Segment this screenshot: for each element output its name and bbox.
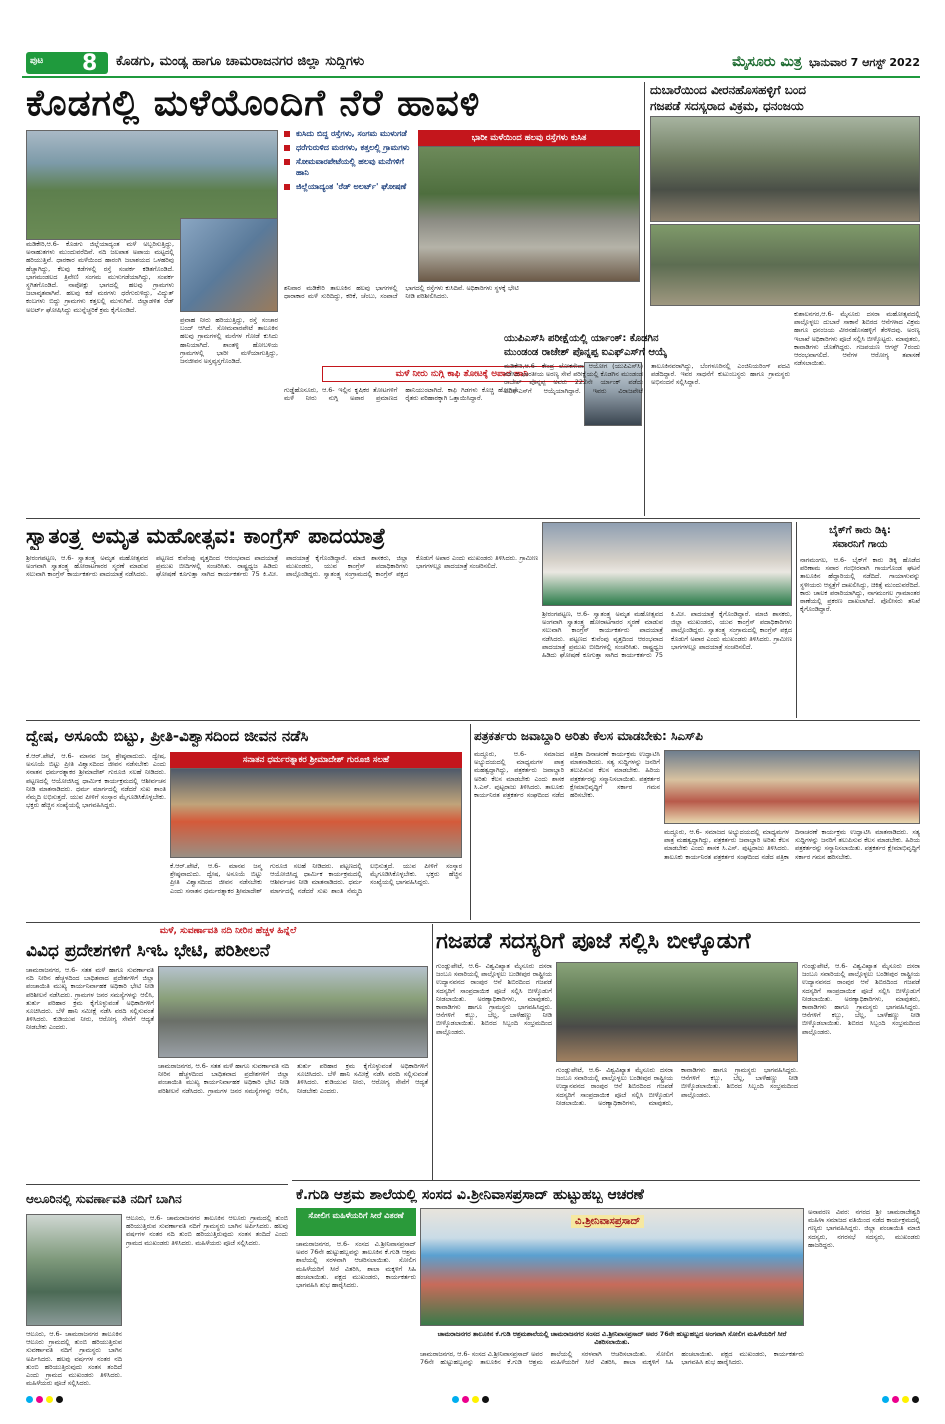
story1-bullet-2: ಧರೆಗುರುಳಿದ ಮರಗಳು, ಕತ್ತಲಲ್ಲಿ ಗ್ರಾಮಗಳು [284, 142, 412, 153]
story10-body: ಚಾಮರಾಜನಗರ, ಆ.6- ಸಂಸದ ವಿ.ಶ್ರೀನಿವಾಸಪ್ರಸಾದ್ ಅವರ 76ನೇ ಹುಟ್ಟುಹಬ್ಬವನ್ನು ತಾಲೂಕಿನ ಕೆ.ಗುಡಿ ಆಶ್ರಮ ಶಾಲೆಯಲ್ಲಿ ಸರಳವಾಗಿ ಆಚರಿಸಲಾಯಿತು. ಸೋಲಿಗ ಮಹಿಳೆಯರಿಗೆ ಸೀರೆ ವಿತರಿಸಿ, ಶಾಲಾ ಮಕ್ಕಳಿಗೆ ಸಿಹಿ ಹಂಚಲಾಯಿತು. ಪಕ್ಷದ ಮುಖಂಡರು, ಕಾರ್ಯಕರ್ತರು ಭಾಗವಹಿಸಿ ಶುಭ ಹಾರೈಸಿದರು. [296, 1240, 416, 1290]
story5-headline-1: ಬೈಕ್‌ಗೆ ಕಾರು ಡಿಕ್ಕಿ: [829, 525, 891, 536]
story3-headline-2: ಮುಂಡಂಡ ರಾಜೇಶ್ ಪೊನ್ನಪ್ಪ ಐಎಫ್‌ಎಸ್‌ಗೆ ಆಯ್ಕೆ [504, 347, 667, 358]
story10-green-label-text: ಸೋಲಿಗ ಮಹಿಳೆಯರಿಗೆ ಸೀರೆ ವಿತರಣೆ [308, 1211, 404, 1220]
story2-photo-elephants [650, 116, 920, 222]
divider-v4 [432, 924, 433, 1180]
story6-photo-event [170, 768, 462, 858]
divider-h3 [26, 922, 920, 923]
story1-body-col3: ಶನಿವಾರ ಮಡಿಕೇರಿ ತಾಲೂಕಿನ ಹಲವು ಭಾಗಗಳಲ್ಲಿ ಧಾರಾಕಾರ ಮಳೆ ಸುರಿದಿದ್ದು, ಕರಿಕೆ, ಚೆಂಬು, ಸಂಪಾಜೆ ಭಾಗದಲ್ಲಿ ರಸ್ತೆಗಳು ಕುಸಿದಿವೆ. ಅಧಿಕಾರಿಗಳು ಸ್ಥಳಕ್ಕೆ ಭೇಟಿ ನೀಡಿ ಪರಿಶೀಲಿಸಿದರು. [284, 284, 519, 301]
story4-headline: ಸ್ವಾತಂತ್ರ್ಯ ಅಮೃತ ಮಹೋತ್ಸವ: ಕಾಂಗ್ರೆಸ್ ಪಾದಯಾತ್ರೆ [26, 524, 386, 548]
story1-bullet-1: ಕುಸಿದು ಬಿದ್ದ ರಸ್ತೆಗಳು, ಸಂಗಮ ಮುಳುಗಡೆ [284, 128, 412, 139]
divider-h1 [26, 518, 920, 519]
black-dot [912, 1396, 919, 1403]
black-dot [56, 1396, 63, 1403]
cyan-dot [452, 1396, 459, 1403]
magenta-dot [36, 1396, 43, 1403]
black-dot [482, 1396, 489, 1403]
divider-v3 [470, 724, 471, 920]
story11-body-bottom: ಆಲೂರು, ಆ.6- ಚಾಮರಾಜನಗರ ತಾಲೂಕಿನ ಆಲೂರು ಗ್ರಾಮದಲ್ಲಿ ತುಂಬಿ ಹರಿಯುತ್ತಿರುವ ಸುವರ್ಣಾವತಿ ನದಿಗೆ ಗ್ರಾಮಸ್ಥರು ಬಾಗಿನ ಅರ್ಪಿಸಿದರು. ಹಲವು ವರ್ಷಗಳ ನಂತರ ನದಿ ತುಂಬಿ ಹರಿಯುತ್ತಿರುವುದು ಸಂತಸ ತಂದಿದೆ ಎಂದು ಗ್ರಾಮದ ಮುಖಂಡರು ತಿಳಿಸಿದರು. ಮಹಿಳೆಯರು ಪೂಜೆ ಸಲ್ಲಿಸಿದರು. [26, 1330, 122, 1388]
page-number: 8 [82, 51, 98, 76]
story11-headline: ಆಲೂರಿನಲ್ಲಿ ಸುವರ್ಣಾವತಿ ನದಿಗೆ ಬಾಗಿನ [26, 1192, 182, 1206]
story6-body-right: ಕೆ.ಆರ್.ಪೇಟೆ, ಆ.6- ಮಾನವ ಜನ್ಮ ಶ್ರೇಷ್ಠವಾದುದು. ದ್ವೇಷ, ಅಸೂಯೆ ಬಿಟ್ಟು ಪ್ರೀತಿ ವಿಶ್ವಾಸದಿಂದ ಜೀವನ ನಡೆಸಬೇಕು ಎಂದು ಸನಾತನ ಧರ್ಮರತ್ನಾಕರ ಶ್ರೀಮಾದೇಶ್ ಗುರೂಜಿ ಸಲಹೆ ನೀಡಿದರು. ಪಟ್ಟಣದಲ್ಲಿ ಆಯೋಜಿಸಿದ್ದ ಧಾರ್ಮಿಕ ಕಾರ್ಯಕ್ರಮದಲ್ಲಿ ಆಶೀರ್ವಚನ ನೀಡಿ ಮಾತನಾಡಿದರು. ಧರ್ಮ ಮಾರ್ಗದಲ್ಲಿ ನಡೆದರೆ ಸುಖ ಶಾಂತಿ ನೆಮ್ಮದಿ ಲಭಿಸುತ್ತದೆ. ಯುವ ಪೀಳಿಗೆ ಸಂಸ್ಕಾರ ಮೈಗೂಡಿಸಿಕೊಳ್ಳಬೇಕು. ಭಕ್ತರು ಹೆಚ್ಚಿನ ಸಂಖ್ಯೆಯಲ್ಲಿ ಭಾಗವಹಿಸಿದ್ದರು. [170, 862, 462, 895]
yellow-dot [46, 1396, 53, 1403]
story10-side-body: ಅನಾವರಣ ವಿವರ: ನಗರದ ಶ್ರೀ ಚಾಮರಾಜೇಶ್ವರಿ ಮಹಿಳಾ ಸಮಾಜದ ವತಿಯಿಂದ ನಡೆದ ಕಾರ್ಯಕ್ರಮದಲ್ಲಿ ಗಣ್ಯರು ಭಾಗವಹಿಸಿದ್ದರು. ಜಿಲ್ಲಾ ಪಂಚಾಯಿತಿ ಮಾಜಿ ಸದಸ್ಯರು, ನಗರಸಭೆ ಸದಸ್ಯರು, ಮುಖಂಡರು ಹಾಜರಿದ್ದರು. [808, 1208, 920, 1249]
story10-green-label [296, 1208, 416, 1236]
story10-photo-caption: ಚಾಮರಾಜನಗರ ತಾಲೂಕಿನ ಕೆ.ಗುಡಿ ಆಶ್ರಮಶಾಲೆಯಲ್ಲಿ ಚಾಮರಾಜನಗರ ಸಂಸದ ವಿ.ಶ್ರೀನಿವಾಸಪ್ರಸಾದ್ ಅವರ 76ನೇ ಹುಟ್ಟುಹಬ್ಬದ ಅಂಗವಾಗಿ ಸೋಲಿಗ ಮಹಿಳೆಯರಿಗೆ ಸೀರೆ ವಿತರಿಸಲಾಯಿತು. [437, 1330, 787, 1347]
story1-body-col1: ಮಡಿಕೇರಿ,ಆ.6- ಕೊಡಗು ಜಿಲ್ಲೆಯಾದ್ಯಂತ ಮಳೆ ಅಬ್ಬರಿಸುತ್ತಿದ್ದು, ಅನಾಹುತಗಳು ಮುಂದುವರೆದಿವೆ. ನದಿ ಜಲಪಾತ ಅಪಾಯ ಮಟ್ಟದಲ್ಲಿ ಹರಿಯುತ್ತಿವೆ. ಧಾರಕಾರ ಮಳೆಯಿಂದ ಹಾರಂಗಿ ಜಲಾಶಯದ ಒಳಹರಿವು ಹೆಚ್ಚಾಗಿದ್ದು, ಕೆಲವು ಕಡೆಗಳಲ್ಲಿ ರಸ್ತೆ ಸಂಪರ್ಕ ಕಡಿತಗೊಂಡಿದೆ. ಭಾಗಮಂಡಲದ ತ್ರಿವೇಣಿ ಸಂಗಮ ಮುಳುಗಡೆಯಾಗಿದ್ದು, ಸಂಪರ್ಕ ಸ್ಥಗಿತಗೊಂಡಿದೆ. ನಾಪೋಕ್ಲು ಭಾಗದಲ್ಲಿ ಹಲವು ಗ್ರಾಮಗಳು ಜಲಾವೃತವಾಗಿವೆ. ಹಲವು ಕಡೆ ಮರಗಳು ಧರೆಗುರುಳಿದ್ದು, ವಿದ್ಯುತ್ ಕಂಬಗಳು ಬಿದ್ದು ಗ್ರಾಮಗಳು ಕತ್ತಲಲ್ಲಿ ಮುಳುಗಿವೆ. ಜಿಲ್ಲಾಡಳಿತ ರೆಡ್ ಅಲರ್ಟ್ ಘೋಷಿಸಿದ್ದು ಮುನ್ನೆಚ್ಚರಿಕೆ ಕ್ರಮ ಕೈಗೊಂಡಿದೆ. [26, 240, 174, 314]
issue-date: ಭಾನುವಾರ 7 ಆಗಸ್ಟ್ 2022 [809, 56, 920, 69]
story10-headline: ಕೆ.ಗುಡಿ ಆಶ್ರಮ ಶಾಲೆಯಲ್ಲಿ ಸಂಸದ ವಿ.ಶ್ರೀನಿವಾಸಪ್ರಸಾದ್ ಹುಟ್ಟುಹಬ್ಬ ಆಚರಣೆ [296, 1187, 644, 1203]
story5-headline-2: ಸವಾರನಿಗೆ ಗಾಯ [832, 539, 888, 550]
newspaper-page [22, 48, 920, 1388]
story11-photo-river [26, 1214, 122, 1326]
story3-box [502, 330, 790, 516]
story9-body-mid: ಗುಂಡ್ಲುಪೇಟೆ, ಆ.6- ವಿಶ್ವವಿಖ್ಯಾತ ಮೈಸೂರು ದಸರಾ ಜಂಬೂ ಸವಾರಿಯಲ್ಲಿ ಪಾಲ್ಗೊಳ್ಳಲು ಬಂಡೀಪುರ ರಾಷ್ಟ್ರೀಯ ಉದ್ಯಾನವನದ ರಾಂಪುರ ಆನೆ ಶಿಬಿರದಿಂದ ಗಜಪಡೆ ಸದಸ್ಯರಿಗೆ ಸಾಂಪ್ರದಾಯಿಕ ಪೂಜೆ ಸಲ್ಲಿಸಿ ಬೀಳ್ಕೊಡುಗೆ ನೀಡಲಾಯಿತು. ಅರಣ್ಯಾಧಿಕಾರಿಗಳು, ಮಾವುತರು, ಕಾವಾಡಿಗಳು ಹಾಗೂ ಗ್ರಾಮಸ್ಥರು ಭಾಗವಹಿಸಿದ್ದರು. ಆನೆಗಳಿಗೆ ಕಬ್ಬು, ಬೆಲ್ಲ, ಬಾಳೆಹಣ್ಣು ನೀಡಿ ಬೀಳ್ಕೊಡಲಾಯಿತು. ಶಿಬಿರದ ಸಿಬ್ಬಂದಿ ಸಂಭ್ರಮದಿಂದ ಪಾಲ್ಗೊಂಡರು. [556, 1066, 798, 1107]
magenta-dot [462, 1396, 469, 1403]
story1-bullet-3: ಸೋಮವಾರಪೇಟೆಯಲ್ಲಿ ಹಲವು ಮನೆಗಳಿಗೆ ಹಾನಿ [284, 156, 412, 178]
section-title: ಕೊಡಗು, ಮಂಡ್ಯ ಹಾಗೂ ಚಾಮರಾಜನಗರ ಜಿಲ್ಲಾ ಸುದ್ದಿಗಳು [116, 54, 365, 69]
story8-body-left: ಚಾಮರಾಜನಗರ, ಆ.6- ಸತತ ಮಳೆ ಹಾಗೂ ಸುವರ್ಣಾವತಿ ನದಿ ನೀರಿನ ಹೆಚ್ಚಳದಿಂದ ಬಾಧಿತವಾದ ಪ್ರದೇಶಗಳಿಗೆ ಜಿಲ್ಲಾ ಪಂಚಾಯಿತಿ ಮುಖ್ಯ ಕಾರ್ಯನಿರ್ವಾಹಕ ಅಧಿಕಾರಿ ಭೇಟಿ ನೀಡಿ ಪರಿಶೀಲನೆ ನಡೆಸಿದರು. ಗ್ರಾಮಗಳ ಜನರ ಸಮಸ್ಯೆಗಳನ್ನು ಆಲಿಸಿ, ತುರ್ತು ಪರಿಹಾರ ಕ್ರಮ ಕೈಗೊಳ್ಳುವಂತೆ ಅಧಿಕಾರಿಗಳಿಗೆ ಸೂಚಿಸಿದರು. ಬೆಳೆ ಹಾನಿ ಸಮೀಕ್ಷೆ ನಡೆಸಿ ವರದಿ ಸಲ್ಲಿಸುವಂತೆ ತಿಳಿಸಿದರು. ಕುಡಿಯುವ ನೀರು, ಆರೋಗ್ಯ ಸೇವೆಗೆ ಆದ್ಯತೆ ನೀಡಬೇಕು ಎಂದರು. [26, 966, 154, 1032]
story4-body: ಶ್ರೀರಂಗಪಟ್ಟಣ, ಆ.6- ಸ್ವಾತಂತ್ರ್ಯ ಅಮೃತ ಮಹೋತ್ಸವದ ಅಂಗವಾಗಿ ಸ್ವಾತಂತ್ರ್ಯ ಹೋರಾಟಗಾರರ ಸ್ಮರಣೆ ಮಾಡುವ ಸಲುವಾಗಿ ಕಾಂಗ್ರೆಸ್ ಕಾರ್ಯಕರ್ತರು ಪಾದಯಾತ್ರೆ ನಡೆಸಿದರು. ಪಟ್ಟಣದ ಕುವೆಂಪು ವೃತ್ತದಿಂದ ಆರಂಭವಾದ ಪಾದಯಾತ್ರೆ ಪ್ರಮುಖ ಬೀದಿಗಳಲ್ಲಿ ಸಂಚರಿಸಿತು. ರಾಷ್ಟ್ರಧ್ವಜ ಹಿಡಿದು ಘೋಷಣೆ ಕೂಗುತ್ತಾ ಸಾಗಿದ ಕಾರ್ಯಕರ್ತರು 75 ಕಿ.ಮೀ. ಪಾದಯಾತ್ರೆ ಕೈಗೊಂಡಿದ್ದಾರೆ. ಮಾಜಿ ಶಾಸಕರು, ಜಿಲ್ಲಾ ಮುಖಂಡರು, ಯುವ ಕಾಂಗ್ರೆಸ್ ಪದಾಧಿಕಾರಿಗಳು ಪಾಲ್ಗೊಂಡಿದ್ದರು. ಸ್ವಾತಂತ್ರ್ಯ ಸಂಗ್ರಾಮದಲ್ಲಿ ಕಾಂಗ್ರೆಸ್ ಪಕ್ಷದ ಕೊಡುಗೆ ಅಪಾರ ಎಂದು ಮುಖಂಡರು ತಿಳಿಸಿದರು. ಗ್ರಾಮೀಣ ಭಾಗಗಳಲ್ಲೂ ಪಾದಯಾತ್ರೆ ಸಂಚರಿಸಲಿದೆ. [26, 554, 538, 579]
story5-body: ನಾಗಮಂಗಲ, ಆ.6- ಬೈಕ್‌ಗೆ ಕಾರು ಡಿಕ್ಕಿ ಹೊಡೆದ ಪರಿಣಾಮ ಸವಾರ ಗಂಭೀರವಾಗಿ ಗಾಯಗೊಂಡ ಘಟನೆ ತಾಲೂಕಿನ ಹೆದ್ದಾರಿಯಲ್ಲಿ ನಡೆದಿದೆ. ಗಾಯಾಳುವನ್ನು ಸ್ಥಳೀಯರು ಆಸ್ಪತ್ರೆಗೆ ದಾಖಲಿಸಿದ್ದು, ಚಿಕಿತ್ಸೆ ಮುಂದುವರೆದಿದೆ. ಕಾರು ಚಾಲಕ ಪರಾರಿಯಾಗಿದ್ದು, ನಾಗಮಂಗಲ ಗ್ರಾಮಾಂತರ ಠಾಣೆಯಲ್ಲಿ ಪ್ರಕರಣ ದಾಖಲಾಗಿದೆ. ಪೊಲೀಸರು ತನಿಖೆ ಕೈಗೊಂಡಿದ್ದಾರೆ. [800, 556, 920, 614]
story1-bullet-list [284, 128, 412, 278]
story1-bullet-4: ಜಿಲ್ಲೆಯಾದ್ಯಂತ 'ರೆಡ್ ಅಲರ್ಟ್' ಘೋಷಣೆ [284, 181, 412, 192]
story2-body: ಕುಶಾಲನಗರ,ಆ.6- ಮೈಸೂರು ದಸರಾ ಮಹೋತ್ಸವದಲ್ಲಿ ಪಾಲ್ಗೊಳ್ಳಲು ದುಬಾರೆ ಸಾಕಾನೆ ಶಿಬಿರದ ಆನೆಗಳಾದ ವಿಕ್ರಮ ಹಾಗೂ ಧನಂಜಯ ವೀರನಹೊಸಹಳ್ಳಿಗೆ ತೆರಳಿದವು. ಅರಣ್ಯ ಇಲಾಖೆ ಅಧಿಕಾರಿಗಳು ಪೂಜೆ ಸಲ್ಲಿಸಿ ಬೀಳ್ಕೊಟ್ಟರು. ಮಾವುತರು, ಕಾವಾಡಿಗಳು ಜೊತೆಗಿದ್ದರು. ಗಜಪಯಣ ಆಗಸ್ಟ್ 7ರಂದು ಆರಂಭವಾಗಲಿದೆ. ಆನೆಗಳ ಆರೋಗ್ಯ ತಪಾಸಣೆ ನಡೆಸಲಾಯಿತು. [794, 310, 920, 368]
story9-photo-elephants [556, 962, 798, 1062]
magenta-dot [892, 1396, 899, 1403]
divider-h4 [292, 1180, 920, 1181]
story2-headline-2: ಗಜಪಡೆ ಸದಸ್ಯರಾದ ವಿಕ್ರಮ, ಧನಂಜಯ [650, 99, 804, 113]
story1-subhead: ಮಳೆ ನೀರು ನುಗ್ಗಿ ಕಾಫಿ ತೋಟಕ್ಕೆ ಅಪಾರ ಹಾನಿ [322, 366, 602, 382]
cyan-dot [882, 1396, 889, 1403]
story7-body-right: ಮದ್ದೂರು, ಆ.6- ಸಮಾಜದ ಅಭ್ಯುದಯದಲ್ಲಿ ಮಾಧ್ಯಮಗಳ ಪಾತ್ರ ಮಹತ್ವದ್ದಾಗಿದ್ದು, ಪತ್ರಕರ್ತರು ಜವಾಬ್ದಾರಿ ಅರಿತು ಕೆಲಸ ಮಾಡಬೇಕು ಎಂದು ಶಾಸಕ ಸಿ.ಎಸ್. ಪುಟ್ಟರಾಜು ತಿಳಿಸಿದರು. ತಾಲೂಕು ಕಾರ್ಯನಿರತ ಪತ್ರಕರ್ತರ ಸಂಘದಿಂದ ನಡೆದ ಪತ್ರಿಕಾ ದಿನಾಚರಣೆ ಕಾರ್ಯಕ್ರಮ ಉದ್ಘಾಟಿಸಿ ಮಾತನಾಡಿದರು. ಸತ್ಯ ಸುದ್ದಿಗಳನ್ನು ಜನರಿಗೆ ತಲುಪಿಸುವ ಕೆಲಸ ಮಾಡಬೇಕು. ಹಿರಿಯ ಪತ್ರಕರ್ತರನ್ನು ಸನ್ಮಾನಿಸಲಾಯಿತು. ಪತ್ರಕರ್ತರ ಕ್ಷೇಮಾಭಿವೃದ್ಧಿಗೆ ಸರ್ಕಾರ ಗಮನ ಹರಿಸಬೇಕು. [664, 828, 920, 861]
divider-v2 [796, 522, 797, 718]
story1-headline: ಕೊಡಗಲ್ಲಿ ಮಳೆಯೊಂದಿಗೆ ನೆರೆ ಹಾವಳಿ [26, 83, 481, 124]
story3-headline-1: ಯುಪಿಎಸ್‌ಸಿ ಪರೀಕ್ಷೆಯಲ್ಲಿ ರ್ಯಾಂಕ್: ಕೊಡಗಿನ [504, 333, 659, 344]
page-header [22, 48, 920, 78]
yellow-dot [902, 1396, 909, 1403]
story1-photo-house [180, 218, 278, 312]
story7-photo-felicitation [664, 750, 920, 824]
masthead: ಮೈಸೂರು ಮಿತ್ರ [732, 54, 802, 70]
masthead-rule [22, 76, 920, 78]
registration-marks-right [882, 1396, 919, 1403]
divider-h5 [26, 1184, 288, 1185]
story2-photo-group [650, 224, 920, 306]
story1-body-col4: ಗುಡ್ಡೆಹೊಸೂರು, ಆ.6- ಇಲ್ಲಿನ ಕೃಷಿಕರ ತೋಟಗಳಿಗೆ ಮಳೆ ನೀರು ನುಗ್ಗಿ ಅಪಾರ ಪ್ರಮಾಣದ ಹಾನಿಯುಂಟಾಗಿದೆ. ಕಾಫಿ ಗಿಡಗಳು ಕೊಚ್ಚಿ ಹೋಗಿವೆ. ರೈತರು ಪರಿಹಾರಕ್ಕಾಗಿ ಒತ್ತಾಯಿಸಿದ್ದಾರೆ. [284, 386, 519, 403]
story4-body-right: ಶ್ರೀರಂಗಪಟ್ಟಣ, ಆ.6- ಸ್ವಾತಂತ್ರ್ಯ ಅಮೃತ ಮಹೋತ್ಸವದ ಅಂಗವಾಗಿ ಸ್ವಾತಂತ್ರ್ಯ ಹೋರಾಟಗಾರರ ಸ್ಮರಣೆ ಮಾಡುವ ಸಲುವಾಗಿ ಕಾಂಗ್ರೆಸ್ ಕಾರ್ಯಕರ್ತರು ಪಾದಯಾತ್ರೆ ನಡೆಸಿದರು. ಪಟ್ಟಣದ ಕುವೆಂಪು ವೃತ್ತದಿಂದ ಆರಂಭವಾದ ಪಾದಯಾತ್ರೆ ಪ್ರಮುಖ ಬೀದಿಗಳಲ್ಲಿ ಸಂಚರಿಸಿತು. ರಾಷ್ಟ್ರಧ್ವಜ ಹಿಡಿದು ಘೋಷಣೆ ಕೂಗುತ್ತಾ ಸಾಗಿದ ಕಾರ್ಯಕರ್ತರು 75 ಕಿ.ಮೀ. ಪಾದಯಾತ್ರೆ ಕೈಗೊಂಡಿದ್ದಾರೆ. ಮಾಜಿ ಶಾಸಕರು, ಜಿಲ್ಲಾ ಮುಖಂಡರು, ಯುವ ಕಾಂಗ್ರೆಸ್ ಪದಾಧಿಕಾರಿಗಳು ಪಾಲ್ಗೊಂಡಿದ್ದರು. ಸ್ವಾತಂತ್ರ್ಯ ಸಂಗ್ರಾಮದಲ್ಲಿ ಕಾಂಗ್ರೆಸ್ ಪಕ್ಷದ ಕೊಡುಗೆ ಅಪಾರ ಎಂದು ಮುಖಂಡರು ತಿಳಿಸಿದರು. ಗ್ರಾಮೀಣ ಭಾಗಗಳಲ್ಲೂ ಪಾದಯಾತ್ರೆ ಸಂಚರಿಸಲಿದೆ. [542, 610, 792, 660]
page-label: ಪುಟ [30, 56, 44, 66]
story2-headline-1: ದುಬಾರೆಯಿಂದ ವೀರನಹೊಸಹಳ್ಳಿಗೆ ಬಂದ [650, 83, 806, 97]
story9-body-left: ಗುಂಡ್ಲುಪೇಟೆ, ಆ.6- ವಿಶ್ವವಿಖ್ಯಾತ ಮೈಸೂರು ದಸರಾ ಜಂಬೂ ಸವಾರಿಯಲ್ಲಿ ಪಾಲ್ಗೊಳ್ಳಲು ಬಂಡೀಪುರ ರಾಷ್ಟ್ರೀಯ ಉದ್ಯಾನವನದ ರಾಂಪುರ ಆನೆ ಶಿಬಿರದಿಂದ ಗಜಪಡೆ ಸದಸ್ಯರಿಗೆ ಸಾಂಪ್ರದಾಯಿಕ ಪೂಜೆ ಸಲ್ಲಿಸಿ ಬೀಳ್ಕೊಡುಗೆ ನೀಡಲಾಯಿತು. ಅರಣ್ಯಾಧಿಕಾರಿಗಳು, ಮಾವುತರು, ಕಾವಾಡಿಗಳು ಹಾಗೂ ಗ್ರಾಮಸ್ಥರು ಭಾಗವಹಿಸಿದ್ದರು. ಆನೆಗಳಿಗೆ ಕಬ್ಬು, ಬೆಲ್ಲ, ಬಾಳೆಹಣ್ಣು ನೀಡಿ ಬೀಳ್ಕೊಡಲಾಯಿತು. ಶಿಬಿರದ ಸಿಬ್ಬಂದಿ ಸಂಭ್ರಮದಿಂದ ಪಾಲ್ಗೊಂಡರು. [436, 962, 552, 1036]
divider-h2 [26, 720, 920, 721]
story4-photo-rally [542, 522, 792, 606]
registration-marks-center [452, 1396, 489, 1403]
story9-headline: ಗಜಪಡೆ ಸದಸ್ಯರಿಗೆ ಪೂಜೆ ಸಲ್ಲಿಸಿ ಬೀಳ್ಕೊಡುಗೆ [436, 929, 751, 954]
story10-banner-text: ವಿ.ಶ್ರೀನಿವಾಸಪ್ರಸಾದ್ [571, 1215, 644, 1228]
story7-headline: ಪತ್ರಕರ್ತರು ಜವಾಬ್ದಾರಿ ಅರಿತು ಕೆಲಸ ಮಾಡಬೇಕು: ಸಿಎಸ್‌ಪಿ [474, 729, 703, 743]
story10-body-bottom: ಚಾಮರಾಜನಗರ, ಆ.6- ಸಂಸದ ವಿ.ಶ್ರೀನಿವಾಸಪ್ರಸಾದ್ ಅವರ 76ನೇ ಹುಟ್ಟುಹಬ್ಬವನ್ನು ತಾಲೂಕಿನ ಕೆ.ಗುಡಿ ಆಶ್ರಮ ಶಾಲೆಯಲ್ಲಿ ಸರಳವಾಗಿ ಆಚರಿಸಲಾಯಿತು. ಸೋಲಿಗ ಮಹಿಳೆಯರಿಗೆ ಸೀರೆ ವಿತರಿಸಿ, ಶಾಲಾ ಮಕ್ಕಳಿಗೆ ಸಿಹಿ ಹಂಚಲಾಯಿತು. ಪಕ್ಷದ ಮುಖಂಡರು, ಕಾರ್ಯಕರ್ತರು ಭಾಗವಹಿಸಿ ಶುಭ ಹಾರೈಸಿದರು. [420, 1350, 804, 1367]
story6-photo-caption: ಸನಾತನ ಧರ್ಮರತ್ನಾಕರ ಶ್ರೀಮಾದೇಶ್ ಗುರೂಜಿ ಸಲಹೆ [170, 752, 462, 768]
story10-photo-event [420, 1208, 804, 1326]
story9-body-right: ಗುಂಡ್ಲುಪೇಟೆ, ಆ.6- ವಿಶ್ವವಿಖ್ಯಾತ ಮೈಸೂರು ದಸರಾ ಜಂಬೂ ಸವಾರಿಯಲ್ಲಿ ಪಾಲ್ಗೊಳ್ಳಲು ಬಂಡೀಪುರ ರಾಷ್ಟ್ರೀಯ ಉದ್ಯಾನವನದ ರಾಂಪುರ ಆನೆ ಶಿಬಿರದಿಂದ ಗಜಪಡೆ ಸದಸ್ಯರಿಗೆ ಸಾಂಪ್ರದಾಯಿಕ ಪೂಜೆ ಸಲ್ಲಿಸಿ ಬೀಳ್ಕೊಡುಗೆ ನೀಡಲಾಯಿತು. ಅರಣ್ಯಾಧಿಕಾರಿಗಳು, ಮಾವುತರು, ಕಾವಾಡಿಗಳು ಹಾಗೂ ಗ್ರಾಮಸ್ಥರು ಭಾಗವಹಿಸಿದ್ದರು. ಆನೆಗಳಿಗೆ ಕಬ್ಬು, ಬೆಲ್ಲ, ಬಾಳೆಹಣ್ಣು ನೀಡಿ ಬೀಳ್ಕೊಡಲಾಯಿತು. ಶಿಬಿರದ ಸಿಬ್ಬಂದಿ ಸಂಭ್ರಮದಿಂದ ಪಾಲ್ಗೊಂಡರು. [802, 962, 920, 1036]
story8-kicker: ಮಳೆ, ಸುವರ್ಣಾವತಿ ನದಿ ನೀರಿನ ಹೆಚ್ಚಳ ಹಿನ್ನೆಲೆ [159, 926, 297, 936]
story8-photo-visit [158, 966, 428, 1058]
story1-photo-road [418, 146, 640, 282]
yellow-dot [472, 1396, 479, 1403]
cyan-dot [26, 1396, 33, 1403]
story7-body-left: ಮದ್ದೂರು, ಆ.6- ಸಮಾಜದ ಅಭ್ಯುದಯದಲ್ಲಿ ಮಾಧ್ಯಮಗಳ ಪಾತ್ರ ಮಹತ್ವದ್ದಾಗಿದ್ದು, ಪತ್ರಕರ್ತರು ಜವಾಬ್ದಾರಿ ಅರಿತು ಕೆಲಸ ಮಾಡಬೇಕು ಎಂದು ಶಾಸಕ ಸಿ.ಎಸ್. ಪುಟ್ಟರಾಜು ತಿಳಿಸಿದರು. ತಾಲೂಕು ಕಾರ್ಯನಿರತ ಪತ್ರಕರ್ತರ ಸಂಘದಿಂದ ನಡೆದ ಪತ್ರಿಕಾ ದಿನಾಚರಣೆ ಕಾರ್ಯಕ್ರಮ ಉದ್ಘಾಟಿಸಿ ಮಾತನಾಡಿದರು. ಸತ್ಯ ಸುದ್ದಿಗಳನ್ನು ಜನರಿಗೆ ತಲುಪಿಸುವ ಕೆಲಸ ಮಾಡಬೇಕು. ಹಿರಿಯ ಪತ್ರಕರ್ತರನ್ನು ಸನ್ಮಾನಿಸಲಾಯಿತು. ಪತ್ರಕರ್ತರ ಕ್ಷೇಮಾಭಿವೃದ್ಧಿಗೆ ಸರ್ಕಾರ ಗಮನ ಹರಿಸಬೇಕು. [474, 750, 660, 800]
registration-marks-left [26, 1396, 63, 1403]
story1-photo-caption: ಭಾರೀ ಮಳೆಯಿಂದ ಹಲವು ರಸ್ತೆಗಳು ಕುಸಿತ [418, 130, 640, 146]
story6-headline: ದ್ವೇಷ, ಅಸೂಯೆ ಬಿಟ್ಟು, ಪ್ರೀತಿ-ವಿಶ್ವಾಸದಿಂದ ಜೀವನ ನಡೆಸಿ [26, 727, 309, 745]
story8-body-right: ಚಾಮರಾಜನಗರ, ಆ.6- ಸತತ ಮಳೆ ಹಾಗೂ ಸುವರ್ಣಾವತಿ ನದಿ ನೀರಿನ ಹೆಚ್ಚಳದಿಂದ ಬಾಧಿತವಾದ ಪ್ರದೇಶಗಳಿಗೆ ಜಿಲ್ಲಾ ಪಂಚಾಯಿತಿ ಮುಖ್ಯ ಕಾರ್ಯನಿರ್ವಾಹಕ ಅಧಿಕಾರಿ ಭೇಟಿ ನೀಡಿ ಪರಿಶೀಲನೆ ನಡೆಸಿದರು. ಗ್ರಾಮಗಳ ಜನರ ಸಮಸ್ಯೆಗಳನ್ನು ಆಲಿಸಿ, ತುರ್ತು ಪರಿಹಾರ ಕ್ರಮ ಕೈಗೊಳ್ಳುವಂತೆ ಅಧಿಕಾರಿಗಳಿಗೆ ಸೂಚಿಸಿದರು. ಬೆಳೆ ಹಾನಿ ಸಮೀಕ್ಷೆ ನಡೆಸಿ ವರದಿ ಸಲ್ಲಿಸುವಂತೆ ತಿಳಿಸಿದರು. ಕುಡಿಯುವ ನೀರು, ಆರೋಗ್ಯ ಸೇವೆಗೆ ಆದ್ಯತೆ ನೀಡಬೇಕು ಎಂದರು. [158, 1062, 428, 1095]
story3-body: ಮಡಿಕೇರಿ,ಆ.6- ಕೇಂದ್ರ ಲೋಕಸೇವಾ ಆಯೋಗ (ಯುಪಿಎಸ್‌ಸಿ) ನಡೆಸಿದ ಭಾರತೀಯ ಅರಣ್ಯ ಸೇವೆ ಪರೀಕ್ಷೆಯಲ್ಲಿ ಕೊಡಗಿನ ಮುಂಡಂಡ ರಾಜೇಶ್ ಪೊನ್ನಪ್ಪ ಅವರು 222ನೇ ರ್ಯಾಂಕ್ ಪಡೆದು ಐಎಫ್‌ಎಸ್‌ಗೆ ಆಯ್ಕೆಯಾಗಿದ್ದಾರೆ. ಇವರು ವಿರಾಜಪೇಟೆ ತಾಲೂಕಿನವರಾಗಿದ್ದು, ಬೆಂಗಳೂರಿನಲ್ಲಿ ಎಂಜಿನಿಯರಿಂಗ್ ಪದವಿ ಪಡೆದಿದ್ದಾರೆ. ಇವರ ಸಾಧನೆಗೆ ಕುಟುಂಬಸ್ಥರು ಹಾಗೂ ಗ್ರಾಮಸ್ಥರು ಅಭಿನಂದನೆ ಸಲ್ಲಿಸಿದ್ದಾರೆ. [504, 362, 790, 395]
story11-body: ಆಲೂರು, ಆ.6- ಚಾಮರಾಜನಗರ ತಾಲೂಕಿನ ಆಲೂರು ಗ್ರಾಮದಲ್ಲಿ ತುಂಬಿ ಹರಿಯುತ್ತಿರುವ ಸುವರ್ಣಾವತಿ ನದಿಗೆ ಗ್ರಾಮಸ್ಥರು ಬಾಗಿನ ಅರ್ಪಿಸಿದರು. ಹಲವು ವರ್ಷಗಳ ನಂತರ ನದಿ ತುಂಬಿ ಹರಿಯುತ್ತಿರುವುದು ಸಂತಸ ತಂದಿದೆ ಎಂದು ಗ್ರಾಮದ ಮುಖಂಡರು ತಿಳಿಸಿದರು. ಮಹಿಳೆಯರು ಪೂಜೆ ಸಲ್ಲಿಸಿದರು. [126, 1214, 288, 1247]
story1-body-col2: ಪ್ರವಾಹ ನೀರು ಹರಿಯುತ್ತಿದ್ದು, ರಸ್ತೆ ಸಂಚಾರ ಬಂದ್ ಆಗಿದೆ. ಸೋಮವಾರಪೇಟೆ ತಾಲೂಕಿನ ಹಲವು ಗ್ರಾಮಗಳಲ್ಲಿ ಮನೆಗಳ ಗೋಡೆ ಕುಸಿದು ಹಾನಿಯಾಗಿದೆ. ಶಾಂತಳ್ಳಿ ಹೋಬಳಿಯ ಗ್ರಾಮಗಳಲ್ಲಿ ಭಾರೀ ಮಳೆಯಾಗುತ್ತಿದ್ದು, ಜನಜೀವನ ಅಸ್ತವ್ಯಸ್ತಗೊಂಡಿದೆ. [180, 316, 278, 366]
story6-body-left: ಕೆ.ಆರ್.ಪೇಟೆ, ಆ.6- ಮಾನವ ಜನ್ಮ ಶ್ರೇಷ್ಠವಾದುದು. ದ್ವೇಷ, ಅಸೂಯೆ ಬಿಟ್ಟು ಪ್ರೀತಿ ವಿಶ್ವಾಸದಿಂದ ಜೀವನ ನಡೆಸಬೇಕು ಎಂದು ಸನಾತನ ಧರ್ಮರತ್ನಾಕರ ಶ್ರೀಮಾದೇಶ್ ಗುರೂಜಿ ಸಲಹೆ ನೀಡಿದರು. ಪಟ್ಟಣದಲ್ಲಿ ಆಯೋಜಿಸಿದ್ದ ಧಾರ್ಮಿಕ ಕಾರ್ಯಕ್ರಮದಲ್ಲಿ ಆಶೀರ್ವಚನ ನೀಡಿ ಮಾತನಾಡಿದರು. ಧರ್ಮ ಮಾರ್ಗದಲ್ಲಿ ನಡೆದರೆ ಸುಖ ಶಾಂತಿ ನೆಮ್ಮದಿ ಲಭಿಸುತ್ತದೆ. ಯುವ ಪೀಳಿಗೆ ಸಂಸ್ಕಾರ ಮೈಗೂಡಿಸಿಕೊಳ್ಳಬೇಕು. ಭಕ್ತರು ಹೆಚ್ಚಿನ ಸಂಖ್ಯೆಯಲ್ಲಿ ಭಾಗವಹಿಸಿದ್ದರು. [26, 752, 166, 810]
story8-headline: ವಿವಿಧ ಪ್ರದೇಶಗಳಿಗೆ ಸಿಇಓ ಭೇಟಿ, ಪರಿಶೀಲನೆ [26, 941, 270, 961]
